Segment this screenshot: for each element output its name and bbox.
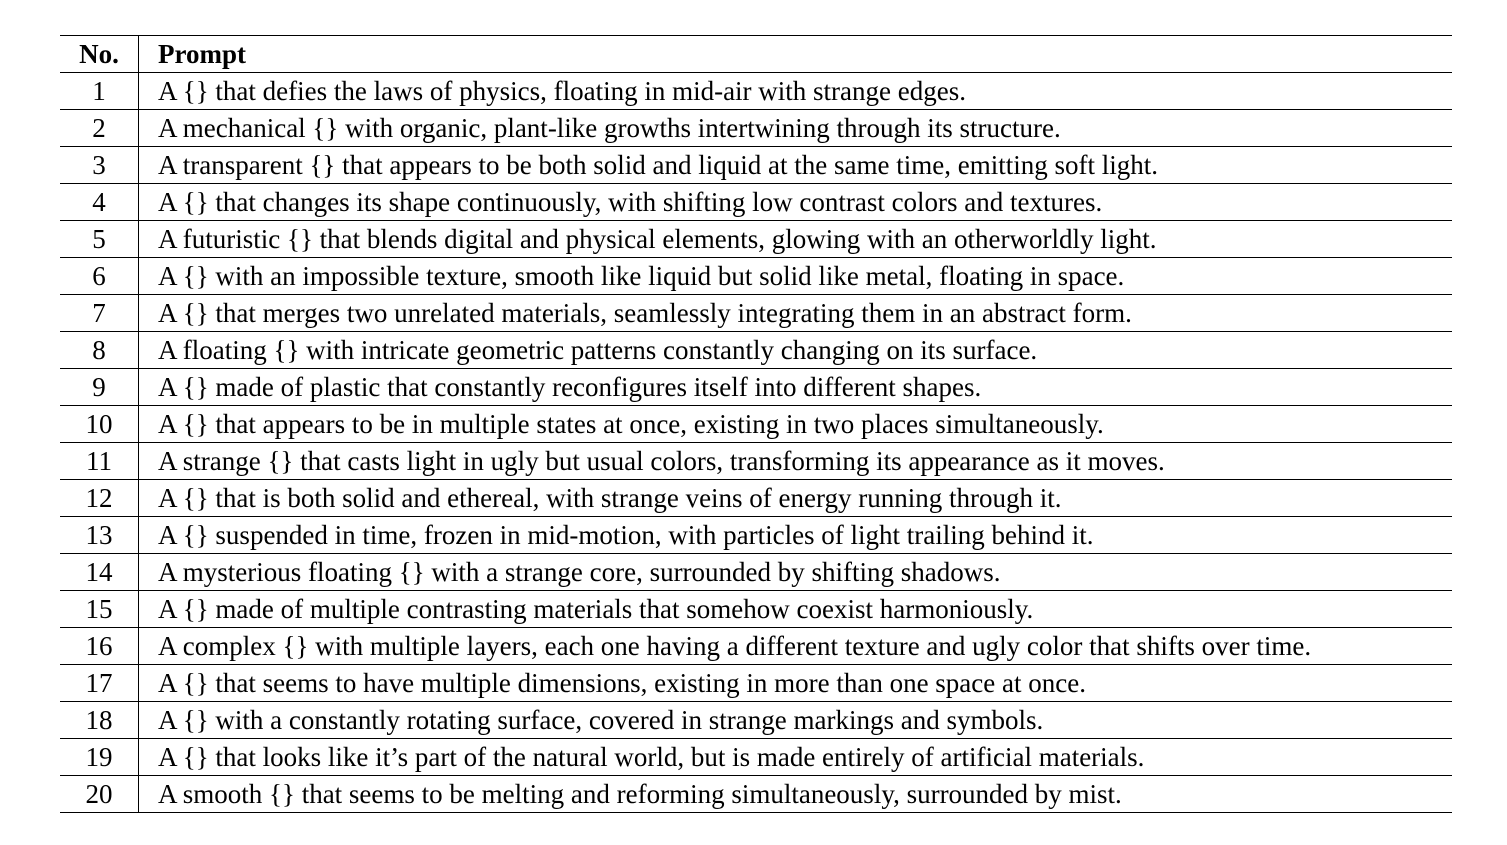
- header-prompt: Prompt: [139, 36, 1453, 73]
- table-body: [60, 73, 1452, 813]
- row-number: 17: [60, 665, 139, 702]
- row-prompt: A {} made of multiple contrasting materials that somehow coexist harmoniously.: [139, 591, 1453, 628]
- row-prompt: A futuristic {} that blends digital and physical elements, glowing with an otherworldly light.: [139, 221, 1453, 258]
- row-number: 14: [60, 554, 139, 591]
- table-row: [60, 554, 1452, 591]
- row-prompt: A {} suspended in time, frozen in mid-motion, with particles of light trailing behind it.: [139, 517, 1453, 554]
- row-prompt: A transparent {} that appears to be both solid and liquid at the same time, emitting soft light.: [139, 147, 1453, 184]
- row-prompt: A {} that seems to have multiple dimensions, existing in more than one space at once.: [139, 665, 1453, 702]
- row-prompt: A {} that changes its shape continuously, with shifting low contrast colors and textures.: [139, 184, 1453, 221]
- row-number: 5: [60, 221, 139, 258]
- table-row: [60, 73, 1452, 110]
- table-row: [60, 702, 1452, 739]
- row-number: 20: [60, 776, 139, 813]
- header-row: [60, 36, 1452, 73]
- row-number: 1: [60, 73, 139, 110]
- row-prompt: A {} that looks like it’s part of the natural world, but is made entirely of artificial materials.: [139, 739, 1453, 776]
- table-row: [60, 406, 1452, 443]
- table-row: [60, 369, 1452, 406]
- row-prompt: A {} that merges two unrelated materials, seamlessly integrating them in an abstract form.: [139, 295, 1453, 332]
- row-number: 11: [60, 443, 139, 480]
- row-prompt: A complex {} with multiple layers, each one having a different texture and ugly color that shifts over time.: [139, 628, 1453, 665]
- row-prompt: A {} with an impossible texture, smooth like liquid but solid like metal, floating in space.: [139, 258, 1453, 295]
- table-row: [60, 147, 1452, 184]
- table-header: [60, 36, 1452, 73]
- row-number: 7: [60, 295, 139, 332]
- row-prompt: A {} that is both solid and ethereal, with strange veins of energy running through it.: [139, 480, 1453, 517]
- row-number: 13: [60, 517, 139, 554]
- prompt-table: [60, 35, 1452, 813]
- row-number: 3: [60, 147, 139, 184]
- row-number: 19: [60, 739, 139, 776]
- row-prompt: A smooth {} that seems to be melting and reforming simultaneously, surrounded by mist.: [139, 776, 1453, 813]
- row-prompt: A {} made of plastic that constantly reconfigures itself into different shapes.: [139, 369, 1453, 406]
- table-row: [60, 739, 1452, 776]
- header-number: No.: [60, 36, 139, 73]
- row-number: 8: [60, 332, 139, 369]
- row-number: 12: [60, 480, 139, 517]
- table-row: [60, 221, 1452, 258]
- row-number: 16: [60, 628, 139, 665]
- table-row: [60, 628, 1452, 665]
- row-number: 6: [60, 258, 139, 295]
- table-row: [60, 776, 1452, 813]
- table-row: [60, 295, 1452, 332]
- table-row: [60, 517, 1452, 554]
- prompt-table-container: [60, 35, 1452, 813]
- table-row: [60, 332, 1452, 369]
- table-row: [60, 110, 1452, 147]
- row-prompt: A strange {} that casts light in ugly but usual colors, transforming its appearance as it moves.: [139, 443, 1453, 480]
- row-number: 10: [60, 406, 139, 443]
- row-number: 18: [60, 702, 139, 739]
- row-prompt: A {} with a constantly rotating surface, covered in strange markings and symbols.: [139, 702, 1453, 739]
- row-number: 2: [60, 110, 139, 147]
- table-row: [60, 443, 1452, 480]
- table-row: [60, 665, 1452, 702]
- row-prompt: A mysterious floating {} with a strange core, surrounded by shifting shadows.: [139, 554, 1453, 591]
- row-number: 9: [60, 369, 139, 406]
- row-prompt: A floating {} with intricate geometric patterns constantly changing on its surface.: [139, 332, 1453, 369]
- table-row: [60, 184, 1452, 221]
- row-prompt: A {} that defies the laws of physics, floating in mid-air with strange edges.: [139, 73, 1453, 110]
- row-number: 15: [60, 591, 139, 628]
- row-number: 4: [60, 184, 139, 221]
- row-prompt: A mechanical {} with organic, plant-like growths intertwining through its structure.: [139, 110, 1453, 147]
- table-row: [60, 480, 1452, 517]
- table-row: [60, 258, 1452, 295]
- row-prompt: A {} that appears to be in multiple states at once, existing in two places simultaneously.: [139, 406, 1453, 443]
- table-row: [60, 591, 1452, 628]
